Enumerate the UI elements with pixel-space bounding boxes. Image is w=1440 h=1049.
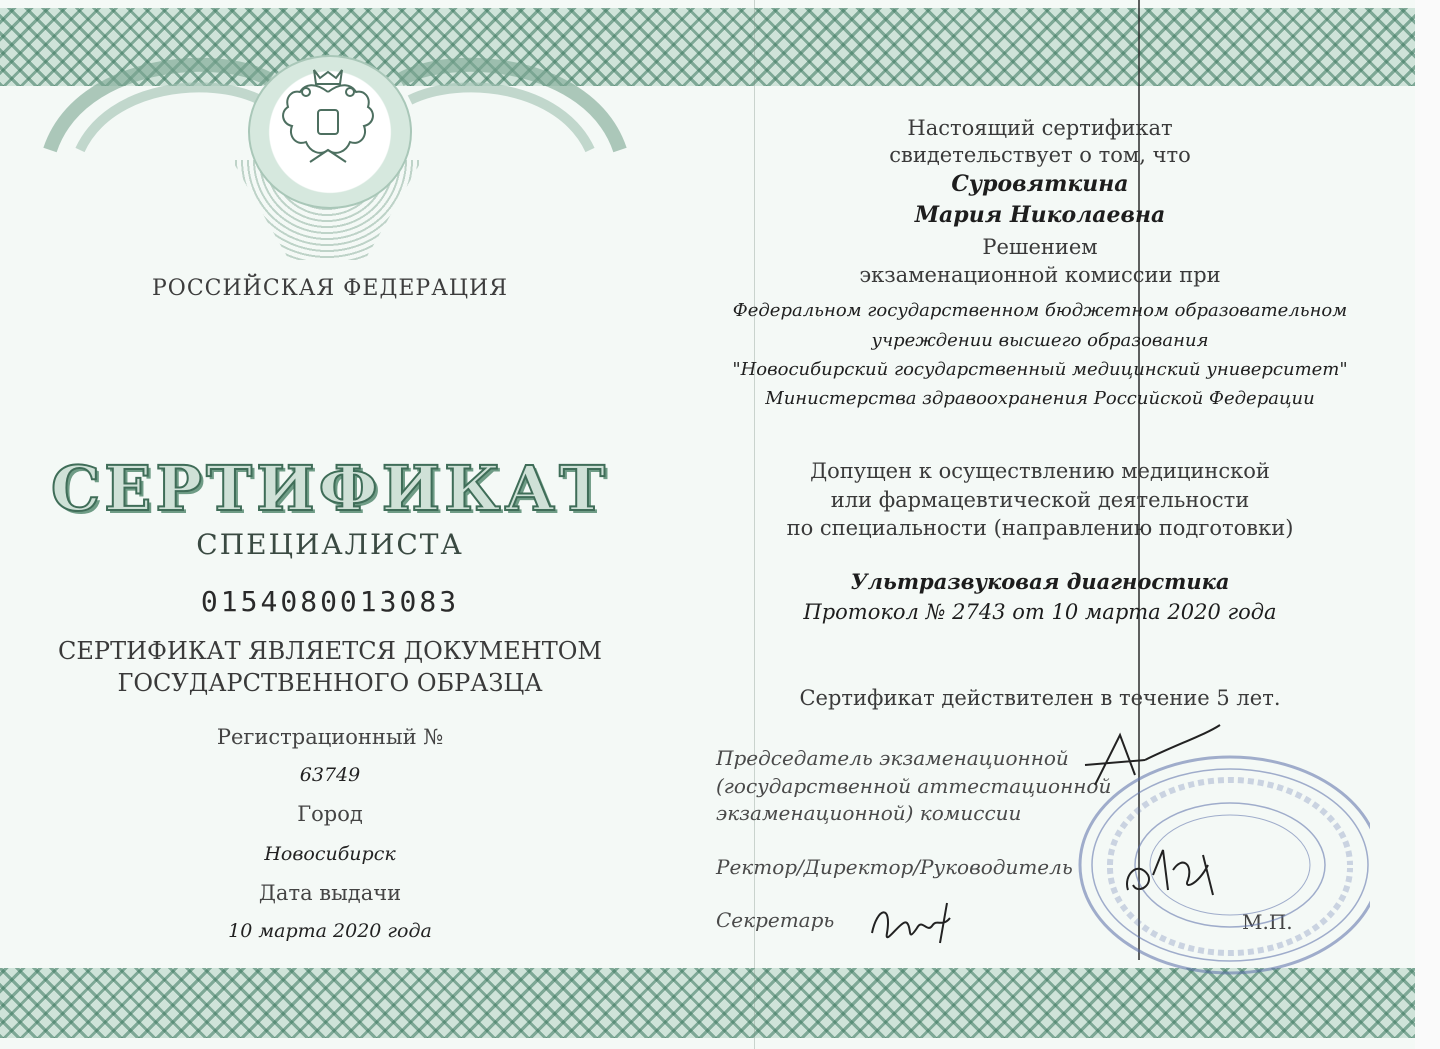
chair-label-line2: (государственной аттестационной xyxy=(716,774,1112,798)
city-value: Новосибирск xyxy=(264,843,396,865)
seal-place-label: М.П. xyxy=(1242,910,1293,934)
state-document-note-line1: СЕРТИФИКАТ ЯВЛЯЕТСЯ ДОКУМЕНТОМ xyxy=(58,637,602,665)
validity-statement: Сертификат действителен в течение 5 лет. xyxy=(799,686,1281,710)
secretary-label: Секретарь xyxy=(716,908,835,932)
organization-line2: учреждении высшего образования xyxy=(871,330,1209,351)
registration-label: Регистрационный № xyxy=(216,725,444,749)
holder-surname: Суровяткина xyxy=(951,171,1129,197)
decision-line1: Решением xyxy=(982,235,1098,259)
specialty-name: Ультразвуковая диагностика xyxy=(850,569,1230,594)
admission-line3: по специальности (направлению подготовки) xyxy=(786,516,1294,540)
registration-number: 63749 xyxy=(299,764,361,786)
admission-line1: Допущен к осуществлению медицинской xyxy=(810,459,1270,483)
chair-signature-icon xyxy=(1075,715,1225,805)
certificate-title: СЕРТИФИКАТ xyxy=(50,452,610,525)
intro-line1: Настоящий сертификат xyxy=(907,116,1173,140)
rector-signature-icon xyxy=(1118,835,1228,905)
double-headed-eagle-icon xyxy=(270,62,386,180)
state-document-note-line2: ГОСУДАРСТВЕННОГО ОБРАЗЦА xyxy=(117,669,543,697)
admission-line2: или фармацевтической деятельности xyxy=(830,488,1250,512)
decision-line2: экзаменационной комиссии при xyxy=(859,263,1221,287)
issue-date-value: 10 марта 2020 года xyxy=(228,920,432,942)
organization-line3: "Новосибирский государственный медицинский университет" xyxy=(732,359,1348,380)
rector-label: Ректор/Директор/Руководитель xyxy=(716,855,1073,879)
issue-date-label: Дата выдачи xyxy=(258,881,402,905)
organization-line1: Федеральном государственном бюджетном образовательном xyxy=(732,300,1348,321)
holder-given-names: Мария Николаевна xyxy=(914,202,1166,228)
protocol-reference: Протокол № 2743 от 10 марта 2020 года xyxy=(803,600,1277,624)
city-label: Город xyxy=(297,802,363,826)
country-heading: РОССИЙСКАЯ ФЕДЕРАЦИЯ xyxy=(151,276,509,301)
chair-label-line1: Председатель экзаменационной xyxy=(716,746,1069,770)
certificate-number: 0154080013083 xyxy=(200,585,460,618)
chair-label-line3: экзаменационной) комиссии xyxy=(716,801,1022,825)
scan-edge xyxy=(1415,0,1440,1049)
intro-line2: свидетельствует о том, что xyxy=(889,143,1191,167)
secretary-signature-icon xyxy=(862,888,962,958)
organization-line4: Министерства здравоохранения Российской Федерации xyxy=(765,388,1315,409)
certificate-subtitle: СПЕЦИАЛИСТА xyxy=(196,528,464,561)
